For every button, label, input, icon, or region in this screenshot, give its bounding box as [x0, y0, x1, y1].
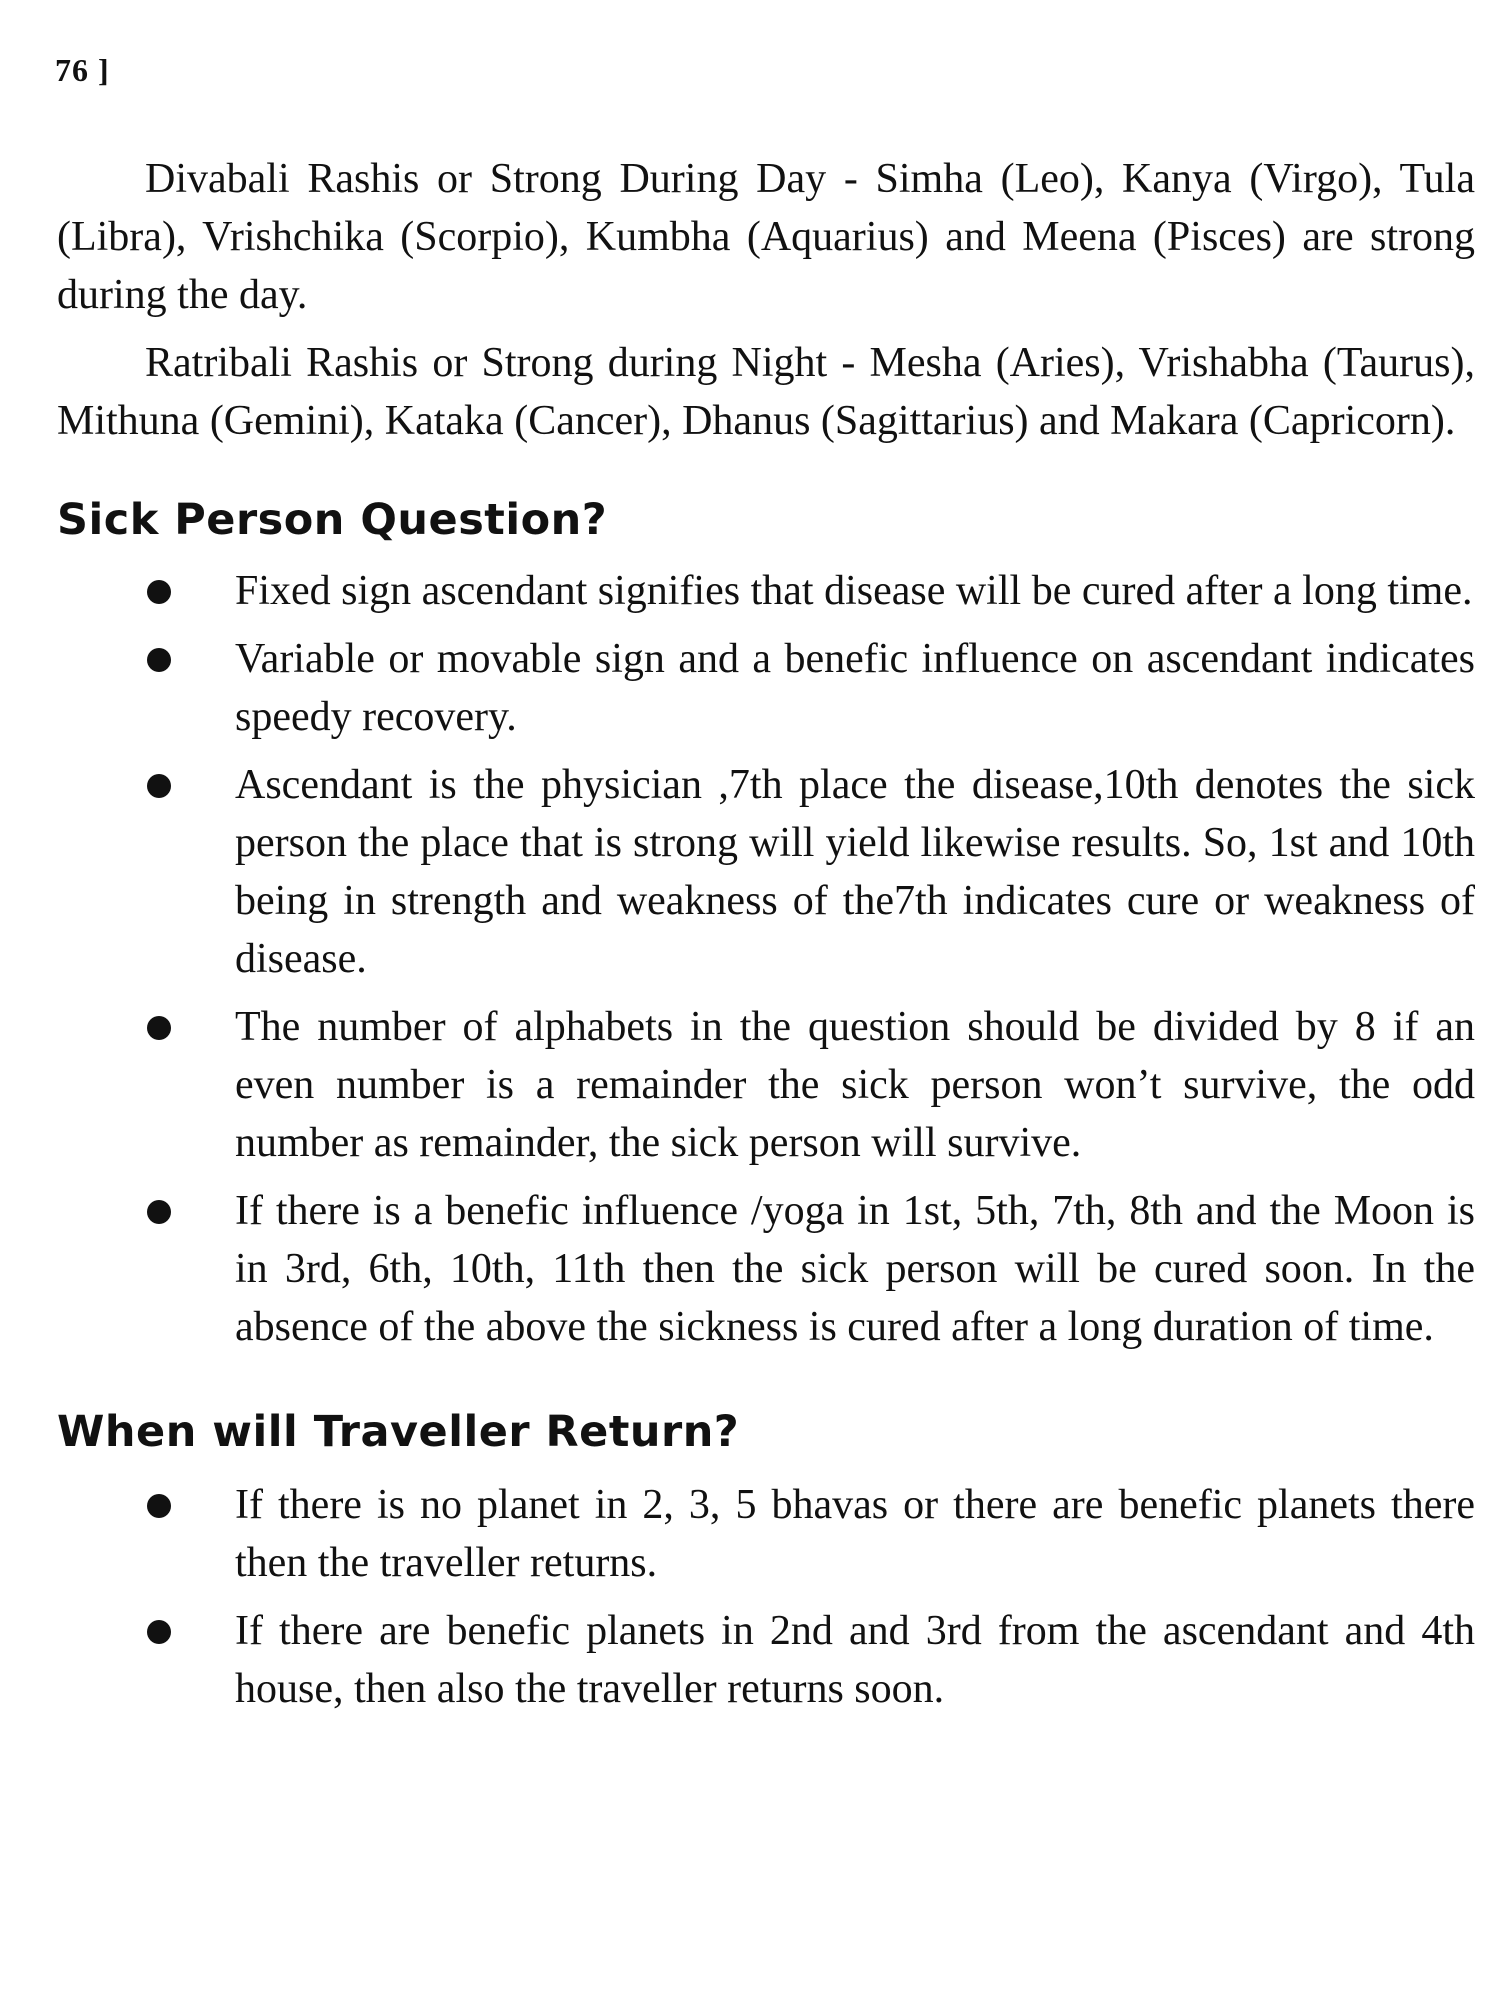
bullet-icon	[147, 580, 171, 604]
intro-paragraph-ratribali: Ratribali Rashis or Strong during Night - Mesha (Aries), Vrishabha (Taurus), Mithuna (Gemini), Kataka (Cancer), Dhanus (Sagittarius) and Makara (Capricorn).	[57, 340, 1475, 444]
traveller-list	[57, 1476, 1475, 1718]
list-item	[57, 562, 1475, 620]
list-item	[57, 998, 1475, 1172]
bullet-icon	[147, 648, 171, 672]
section-heading-sick-person: Sick Person Question?	[57, 495, 608, 545]
page-number-value: 76	[55, 52, 89, 88]
list-item-text: Variable or movable sign and a benefic influence on ascendant indicates speedy recovery.	[235, 636, 1475, 740]
page-number	[55, 52, 110, 89]
bullet-icon	[147, 1494, 171, 1518]
bullet-icon	[147, 1200, 171, 1224]
list-item	[57, 1476, 1475, 1592]
sick-person-list	[57, 562, 1475, 1356]
list-item	[57, 630, 1475, 746]
list-item	[57, 1182, 1475, 1356]
bullet-icon	[147, 774, 171, 798]
list-item	[57, 756, 1475, 988]
bullet-icon	[147, 1016, 171, 1040]
bullet-icon	[147, 1620, 171, 1644]
list-item-text: If there is a benefic influence /yoga in 1st, 5th, 7th, 8th and the Moon is in 3rd, 6th, 10th, 11th then the sick person will be cured soon. In the absence of the above the sickness is cured after a long duration of time.	[235, 1188, 1475, 1350]
list-item-text: If there is no planet in 2, 3, 5 bhavas or there are benefic planets there then the traveller returns.	[235, 1482, 1475, 1586]
section-heading-traveller-return: When will Traveller Return?	[57, 1407, 740, 1457]
list-item-text: Ascendant is the physician ,7th place the disease,10th denotes the sick person the place that is strong will yield likewise results. So, 1st and 10th being in strength and weakness of the7th indicates cure or weakness of disease.	[235, 762, 1475, 982]
intro-paragraph-divabali: Divabali Rashis or Strong During Day - Simha (Leo), Kanya (Virgo), Tula (Libra), Vrishchika (Scorpio), Kumbha (Aquarius) and Meena (Pisces) are strong during the day.	[57, 156, 1475, 318]
list-item-text: The number of alphabets in the question should be divided by 8 if an even number is a remainder the sick person won’t survive, the odd number as remainder, the sick person will survive.	[235, 1004, 1475, 1166]
page-content	[57, 150, 1475, 1728]
page-number-mark: ]	[98, 52, 110, 88]
list-item-text: Fixed sign ascendant signifies that disease will be cured after a long time.	[235, 568, 1473, 614]
list-item-text: If there are benefic planets in 2nd and 3rd from the ascendant and 4th house, then also the traveller returns soon.	[235, 1608, 1475, 1712]
list-item	[57, 1602, 1475, 1718]
